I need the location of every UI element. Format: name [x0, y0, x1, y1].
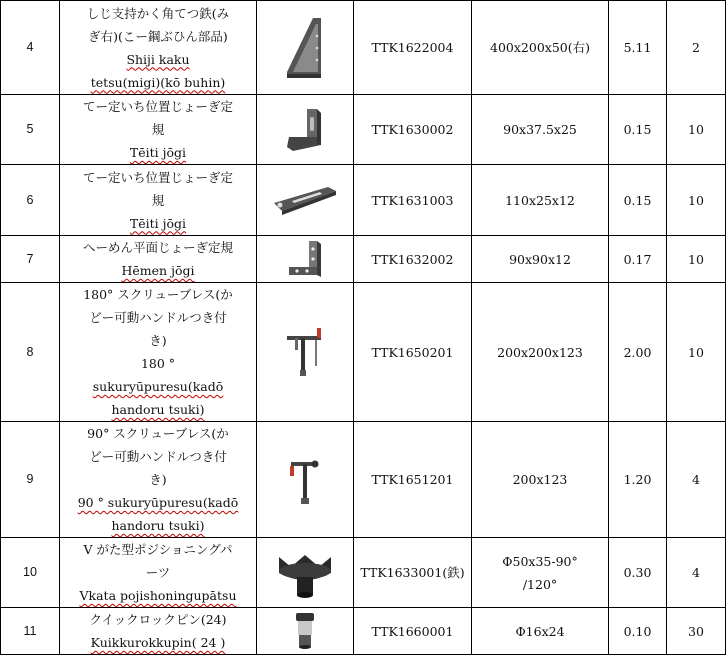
part-name-jp: 規 [151, 122, 165, 137]
part-name-jp: どー可動ハンドルつき付 [89, 310, 227, 325]
part-quantity: 2 [667, 1, 726, 95]
part-name-romaji: handoru tsuki) [111, 402, 205, 417]
part-image-cell [257, 236, 354, 283]
part-size-line: /120° [522, 576, 558, 592]
part-name [60, 1, 257, 95]
part-image-cell [257, 538, 354, 608]
part-size [472, 538, 609, 608]
part-size-line: Φ50x35-90° [502, 553, 578, 569]
part-code: TTK1660001 [354, 608, 472, 655]
part-size: 200x200x123 [472, 283, 609, 422]
table-row [1, 1, 726, 95]
part-name [60, 608, 257, 655]
part-quantity: 10 [667, 95, 726, 165]
part-quantity: 10 [667, 283, 726, 422]
part-code: TTK1633001(鉄) [354, 538, 472, 608]
part-code: TTK1632002 [354, 236, 472, 283]
angle-support-bracket-icon [283, 16, 327, 80]
part-name-romaji: Hēmen jōgi [121, 263, 195, 278]
part-name-romaji: Vkata pojishoningupātsu [79, 588, 237, 603]
part-size: Φ16x24 [472, 608, 609, 655]
row-number: 6 [1, 165, 60, 236]
part-name-romaji: 90 ° sukuryūpuresu(kadō [77, 495, 239, 510]
part-name-romaji: Tēiti jōgi [129, 215, 187, 231]
part-quantity: 10 [667, 236, 726, 283]
l-positioning-stop-icon [283, 107, 327, 153]
slotted-flat-stop-icon [270, 183, 340, 217]
table-row [1, 283, 726, 422]
row-number: 5 [1, 95, 60, 165]
part-image-cell [257, 95, 354, 165]
part-name-jp: てー定いち位置じょーぎ定 [82, 99, 233, 114]
part-name-jp: てー定いち位置じょーぎ定 [82, 169, 233, 185]
part-name-jp: き) [149, 333, 167, 348]
part-image-cell [257, 283, 354, 422]
part-weight: 2.00 [609, 283, 667, 422]
part-image-cell [257, 608, 354, 655]
part-weight: 0.15 [609, 95, 667, 165]
part-size: 110x25x12 [472, 165, 609, 236]
part-name-romaji: tetsu(migi)(kō buhin) [90, 74, 226, 90]
part-name [60, 538, 257, 608]
row-number: 7 [1, 236, 60, 283]
part-code: TTK1631003 [354, 165, 472, 236]
part-name [60, 283, 257, 422]
part-weight: 5.11 [609, 1, 667, 95]
part-code: TTK1622004 [354, 1, 472, 95]
part-size: 90x90x12 [472, 236, 609, 283]
part-name-romaji: Kuikkurokkupin( 24 ) [90, 635, 226, 650]
part-weight: 0.17 [609, 236, 667, 283]
table-row [1, 95, 726, 165]
v-block-positioning-part-icon [275, 547, 335, 599]
part-name [60, 95, 257, 165]
part-size: 90x37.5x25 [472, 95, 609, 165]
part-code: TTK1650201 [354, 283, 472, 422]
part-code: TTK1630002 [354, 95, 472, 165]
part-name-jp: へーめん平面じょーぎ定規 [82, 240, 233, 255]
row-number: 9 [1, 422, 60, 538]
row-number: 8 [1, 283, 60, 422]
part-quantity: 4 [667, 422, 726, 538]
part-name-jp: ぎ右)(こー鋼ぶひん部品) [88, 28, 228, 44]
part-quantity: 10 [667, 165, 726, 236]
table-row [1, 538, 726, 608]
part-quantity: 4 [667, 538, 726, 608]
part-code: TTK1651201 [354, 422, 472, 538]
part-name-jp: 180 ° [140, 356, 176, 371]
part-size: 400x200x50(右) [472, 1, 609, 95]
part-name-romaji: handoru tsuki) [111, 518, 205, 533]
part-name [60, 165, 257, 236]
part-name-jp: しじ支持かく角てつ鉄(み [86, 5, 230, 21]
part-image-cell [257, 422, 354, 538]
part-weight: 0.10 [609, 608, 667, 655]
part-weight: 1.20 [609, 422, 667, 538]
part-name-romaji: Tēiti jōgi [129, 145, 187, 160]
row-number: 10 [1, 538, 60, 608]
part-name [60, 236, 257, 283]
row-number: 11 [1, 608, 60, 655]
table-row [1, 236, 726, 283]
part-image-cell [257, 1, 354, 95]
part-size: 200x123 [472, 422, 609, 538]
table-row [1, 608, 726, 655]
part-quantity: 30 [667, 608, 726, 655]
screw-clamp-180-icon [283, 324, 327, 380]
part-name-jp: 180° スクリューブレス(か [83, 287, 233, 302]
part-image-cell [257, 165, 354, 236]
part-name-jp: ーツ [145, 565, 171, 580]
quick-lock-pin-icon [290, 611, 320, 651]
part-name-jp: V がた型ポジショニングパ [83, 542, 233, 557]
part-weight: 0.15 [609, 165, 667, 236]
row-number: 4 [1, 1, 60, 95]
part-name-romaji: sukuryūpuresu(kadō [92, 379, 224, 394]
part-name-jp: 規 [151, 192, 165, 208]
part-name [60, 422, 257, 538]
table-row [1, 422, 726, 538]
screw-clamp-90-icon [285, 452, 325, 508]
part-name-jp: 90° スクリューブレス(か [87, 426, 229, 441]
table-row [1, 165, 726, 236]
part-weight: 0.30 [609, 538, 667, 608]
part-name-jp: クイックロックピン(24) [89, 612, 227, 627]
part-name-jp: どー可動ハンドルつき付 [89, 449, 227, 464]
l-square-ruler-icon [285, 239, 325, 279]
part-name-romaji: Shiji kaku [126, 51, 190, 67]
part-name-jp: き) [149, 472, 167, 487]
